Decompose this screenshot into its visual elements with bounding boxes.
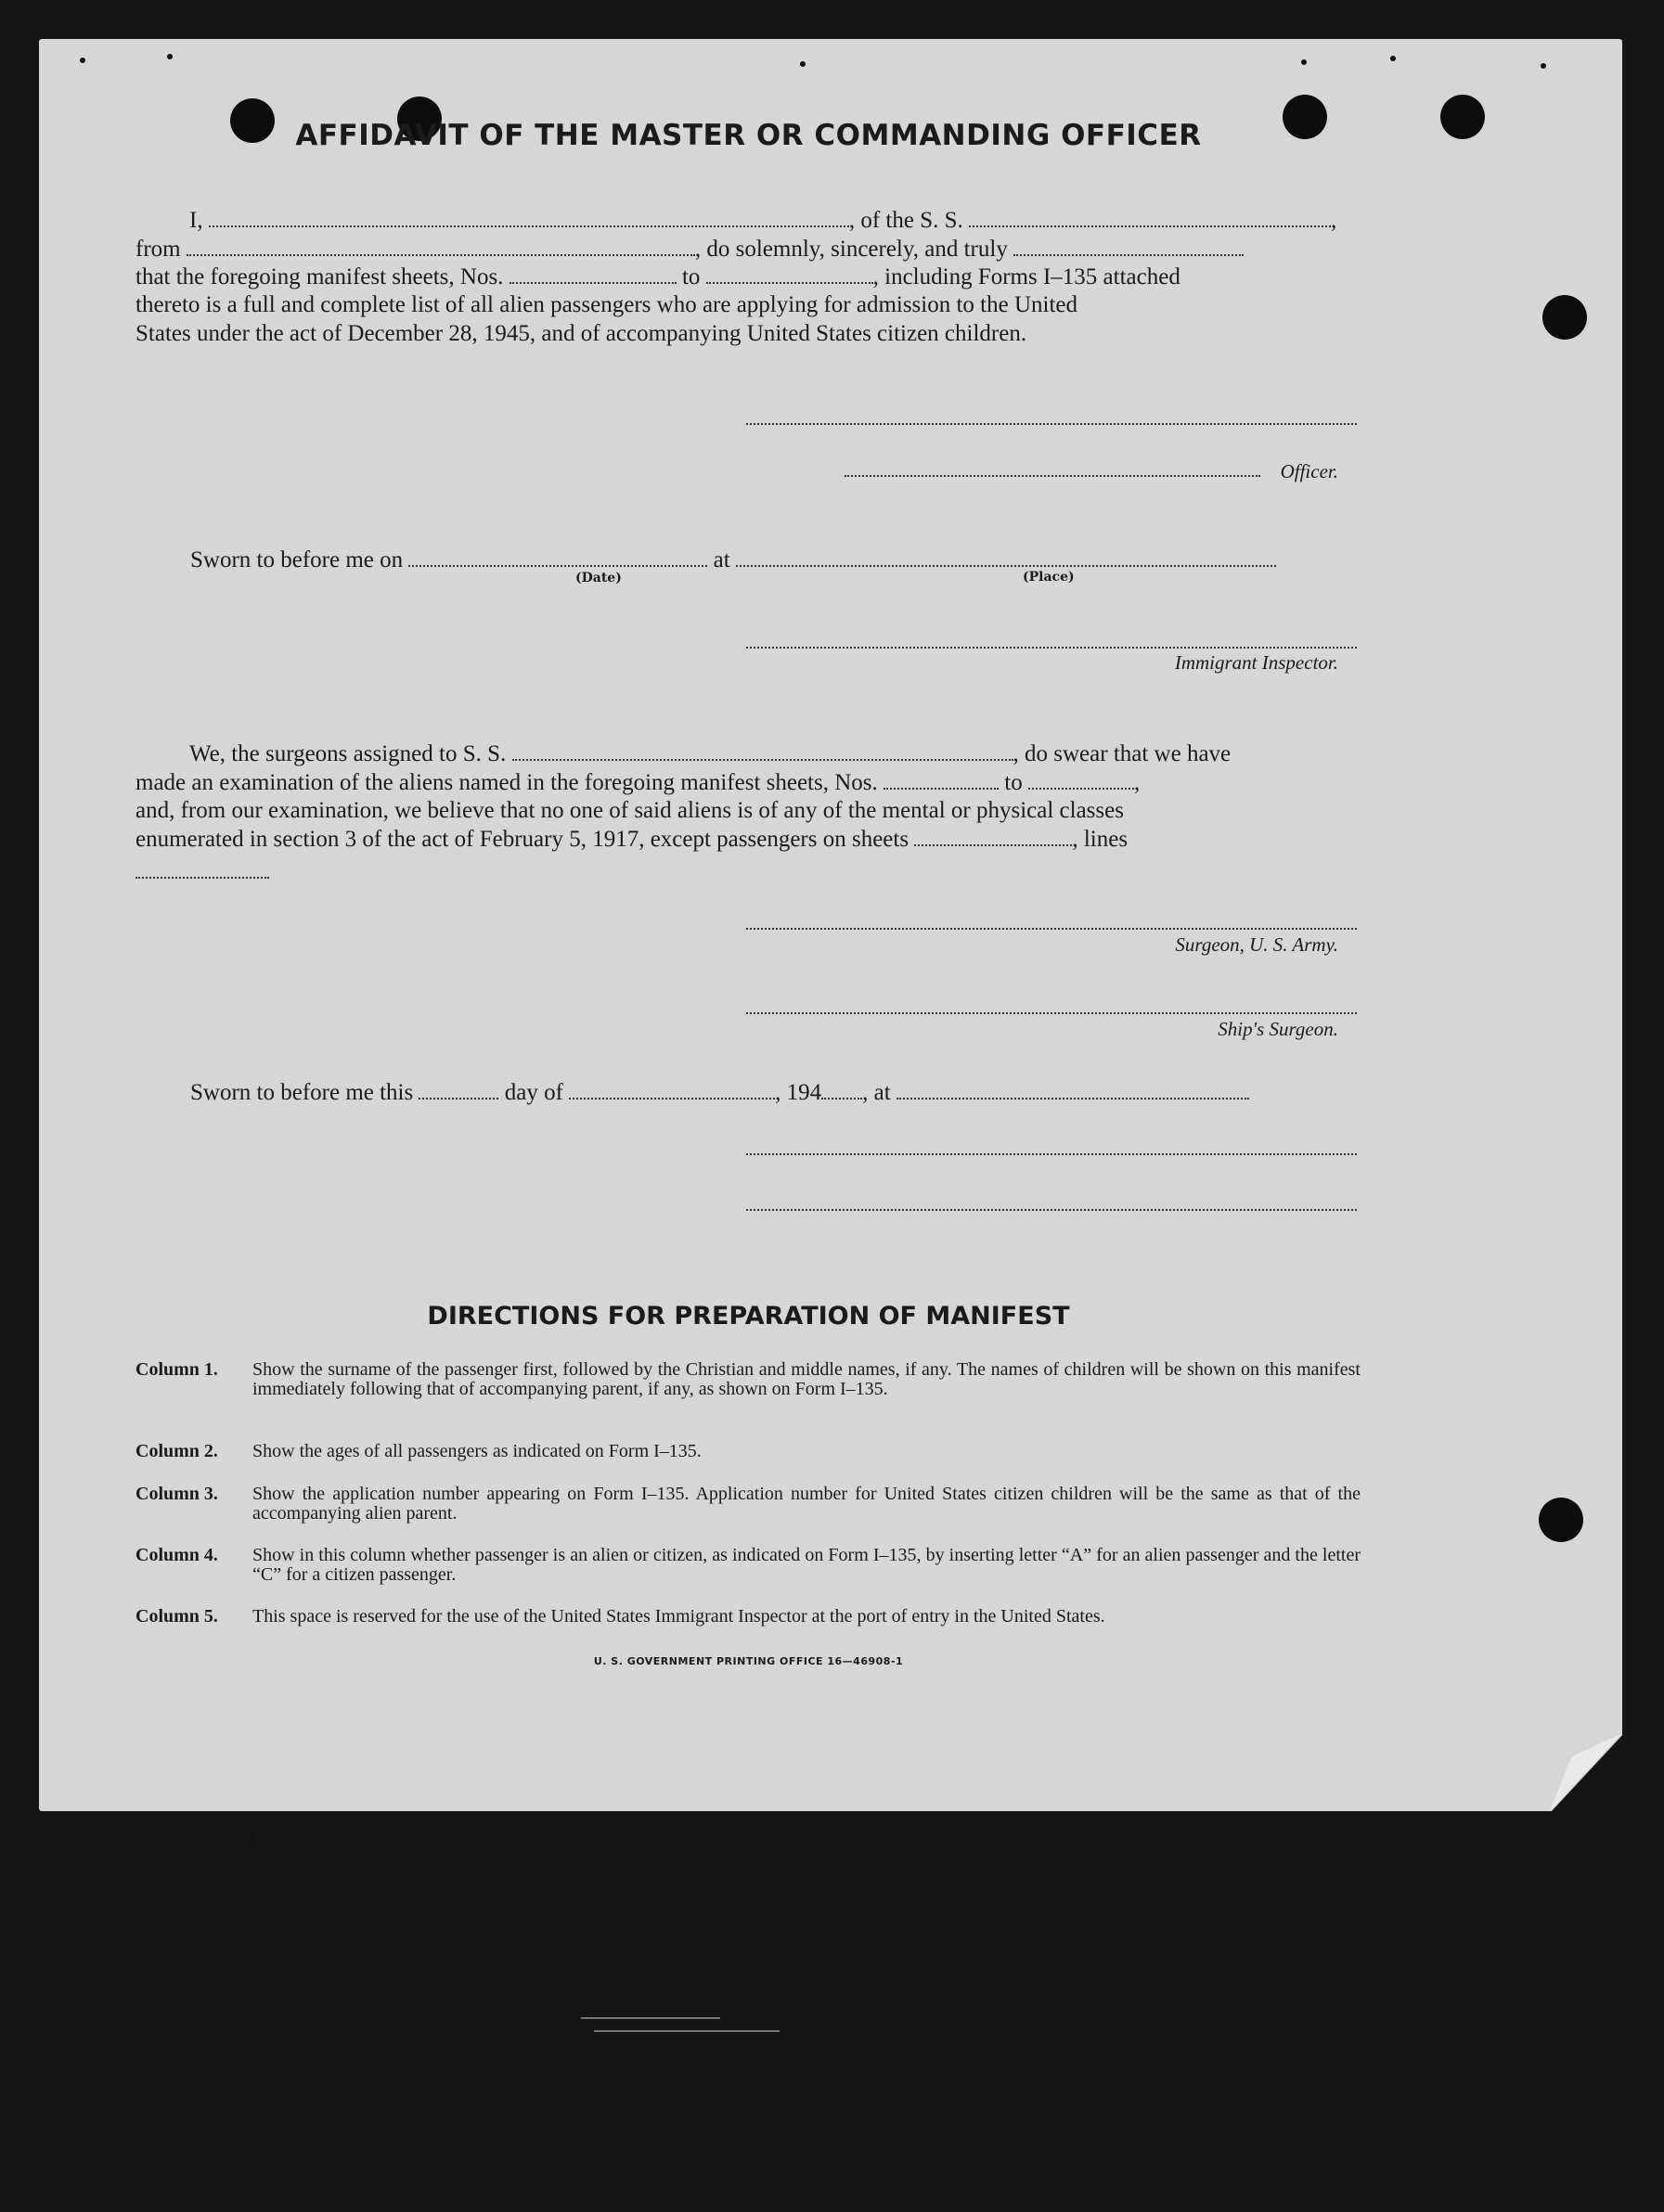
sworn-date-field[interactable] — [408, 547, 707, 567]
direction-column-5 — [135, 1607, 1361, 1648]
dust-speck — [1390, 56, 1396, 61]
master-signature-line[interactable] — [746, 423, 1357, 425]
officer-label: Officer. — [1280, 460, 1338, 482]
dust-speck — [251, 1833, 256, 1839]
text-lines: , lines — [1072, 827, 1129, 852]
column-text: Show the ages of all passengers as indicated on Form I–135. — [252, 1441, 702, 1461]
column-label: Column 2. — [135, 1441, 218, 1461]
exam-sheet-to-field[interactable] — [1028, 769, 1134, 790]
text-of-ss: , of the S. S. — [848, 208, 963, 233]
dust-speck — [167, 54, 173, 59]
surgeons-line-2 — [135, 768, 1361, 797]
sheet-from-field[interactable] — [510, 264, 677, 284]
affidavit-line-3 — [135, 263, 1361, 291]
punch-hole — [1542, 295, 1587, 340]
affidavit-line-4: thereto is a full and complete list of all alien passengers who are applying for admission to the United — [135, 292, 1078, 317]
column-label: Column 4. — [135, 1545, 218, 1565]
dust-speck — [1301, 59, 1307, 65]
text-solemnly: , do solemnly, sincerely, and truly — [694, 237, 1008, 262]
text-section-3: enumerated in section 3 of the act of February 5, 1917, except passengers on sheets — [135, 827, 909, 852]
text-manifest-sheets: that the foregoing manifest sheets, Nos. — [135, 264, 504, 289]
inspector-label: Immigrant Inspector. — [1174, 651, 1338, 674]
column-text: Show in this column whether passenger is an alien or citizen, as indicated on Form I–135, by inserting letter “A” for an alien passenger and the letter “C” for a citizen passenger. — [252, 1545, 1361, 1585]
from-port-field[interactable] — [187, 236, 695, 256]
affirm-field[interactable] — [1013, 236, 1244, 256]
sworn-month-field[interactable] — [569, 1079, 775, 1100]
text-examination: made an examination of the aliens named in the foregoing manifest sheets, Nos. — [135, 770, 878, 795]
affidavit-title: AFFIDAVIT OF THE MASTER OR COMMANDING OFFICER — [295, 119, 1202, 152]
text-year: , 194 — [775, 1080, 822, 1105]
sworn-line-1 — [190, 546, 1415, 574]
column-label: Column 1. — [135, 1359, 218, 1380]
text-surgeons-assigned: We, the surgeons assigned to S. S. — [189, 741, 507, 766]
direction-column-1 — [135, 1360, 1361, 1421]
date-caption: (Date) — [575, 571, 622, 585]
column-label: Column 5. — [135, 1606, 218, 1627]
sworn-at-field[interactable] — [896, 1079, 1249, 1100]
text-from: from — [135, 237, 181, 262]
text-to: to — [681, 264, 701, 289]
direction-column-2 — [135, 1442, 1361, 1464]
text-at: at — [713, 547, 730, 572]
surgeons-ship-field[interactable] — [512, 740, 1013, 761]
surgeons-line-4 — [135, 825, 1361, 854]
exam-sheet-from-field[interactable] — [884, 769, 999, 790]
affidavit-line-1 — [135, 206, 1361, 235]
column-label: Column 3. — [135, 1484, 218, 1504]
army-surgeon-label: Surgeon, U. S. Army. — [1175, 933, 1338, 956]
dust-speck — [1541, 63, 1546, 69]
except-lines-field[interactable] — [135, 877, 269, 879]
sworn-day-field[interactable] — [419, 1079, 498, 1100]
text-comma: , — [1133, 770, 1141, 795]
inspector-signature-line[interactable] — [746, 647, 1357, 649]
witness-signature-line-1[interactable] — [746, 1153, 1357, 1155]
direction-column-4 — [135, 1546, 1361, 1587]
dust-speck — [80, 58, 85, 63]
text-including-forms: , including Forms I–135 attached — [872, 264, 1180, 289]
affidavit-line-2 — [135, 235, 1361, 264]
text-to: to — [1004, 770, 1023, 795]
text-day-of: day of — [504, 1080, 563, 1105]
text-swear: , do swear that we have — [1013, 741, 1232, 766]
sworn-year-field[interactable] — [821, 1079, 862, 1100]
ship-surgeon-label: Ship's Surgeon. — [1218, 1018, 1338, 1040]
army-surgeon-signature-line[interactable] — [746, 928, 1357, 930]
column-text: Show the surname of the passenger first, followed by the Christian and middle names, if any. The names of children will be shown on this manifest immediately following that of accompanying parent, if any, as shown on Form I–135. — [252, 1359, 1361, 1399]
witness-signature-line-2[interactable] — [746, 1209, 1357, 1211]
column-text: This space is reserved for the use of the United States Immigrant Inspector at the port of entry in the United States. — [252, 1606, 1105, 1627]
text-sworn-this: Sworn to before me this — [190, 1080, 414, 1105]
affidavit-line-5: States under the act of December 28, 1945, and of accompanying United States citizen children. — [135, 321, 1027, 346]
master-name-field[interactable] — [209, 207, 849, 227]
except-sheets-field[interactable] — [914, 826, 1072, 846]
text-comma: , — [1331, 208, 1337, 233]
direction-column-3 — [135, 1485, 1361, 1525]
directions-title: DIRECTIONS FOR PREPARATION OF MANIFEST — [427, 1302, 1070, 1331]
printer-imprint: U. S. GOVERNMENT PRINTING OFFICE 16—46908-1 — [593, 1655, 904, 1667]
officer-signature-line[interactable] — [845, 475, 1260, 477]
surgeons-line-3: and, from our examination, we believe that no one of said aliens is of any of the mental or physical classes — [135, 798, 1124, 823]
scanner-scratch — [594, 2030, 780, 2032]
surgeons-line-1 — [135, 739, 1361, 768]
dust-speck — [800, 61, 806, 67]
scanner-scratch — [581, 2017, 720, 2019]
text-i: I, — [189, 208, 203, 233]
ship-surgeon-signature-line[interactable] — [746, 1012, 1357, 1014]
text-sworn-on: Sworn to before me on — [190, 547, 404, 572]
column-text: Show the application number appearing on Form I–135. Application number for United States citizen children will be the same as that of the accompanying alien parent. — [252, 1484, 1361, 1524]
sheet-to-field[interactable] — [706, 264, 873, 284]
sworn-place-field[interactable] — [736, 547, 1276, 567]
text-at: , at — [862, 1080, 891, 1105]
surgeons-sworn-line — [190, 1078, 1415, 1107]
punch-hole — [1539, 1498, 1583, 1542]
place-caption: (Place) — [1023, 570, 1075, 585]
ship-name-field[interactable] — [969, 207, 1331, 227]
